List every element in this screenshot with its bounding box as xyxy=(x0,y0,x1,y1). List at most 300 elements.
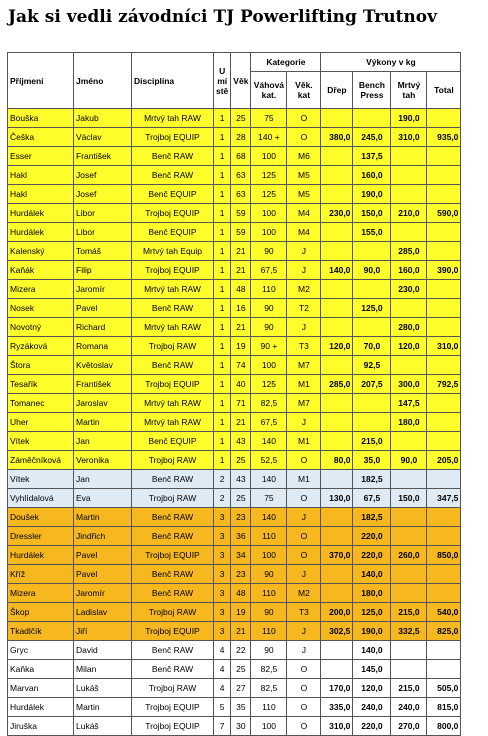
cell-vek: 59 xyxy=(231,204,251,223)
cell-drep xyxy=(321,166,353,185)
cell-disciplina: Trojboj RAW xyxy=(132,489,214,508)
header-misto xyxy=(214,53,231,109)
cell-vahova: 90 xyxy=(251,603,287,622)
cell-drep xyxy=(321,242,353,261)
cell-jmeno: Květoslav xyxy=(74,356,132,375)
cell-jmeno: Jindřich xyxy=(74,527,132,546)
table-row xyxy=(8,432,461,451)
cell-total: 390,0 xyxy=(427,261,461,280)
cell-disciplina: Benč EQUIP xyxy=(132,432,214,451)
cell-drep xyxy=(321,299,353,318)
cell-total xyxy=(427,318,461,337)
cell-vekkat: T3 xyxy=(287,603,321,622)
cell-bench xyxy=(353,109,391,128)
cell-misto: 1 xyxy=(214,299,231,318)
cell-prijmeni: Škop xyxy=(8,603,74,622)
cell-mrtvy xyxy=(391,660,427,679)
cell-vahova: 125 xyxy=(251,375,287,394)
header-vahova xyxy=(251,72,287,109)
cell-misto: 1 xyxy=(214,109,231,128)
cell-mrtvy: 190,0 xyxy=(391,109,427,128)
cell-vek: 21 xyxy=(231,318,251,337)
cell-vekkat: J xyxy=(287,261,321,280)
cell-jmeno: Martin xyxy=(74,698,132,717)
cell-misto: 3 xyxy=(214,622,231,641)
cell-vahova: 140 + xyxy=(251,128,287,147)
cell-vahova: 82,5 xyxy=(251,660,287,679)
cell-vek: 43 xyxy=(231,470,251,489)
cell-total xyxy=(427,584,461,603)
cell-vekkat: J xyxy=(287,413,321,432)
cell-jmeno: Václav xyxy=(74,128,132,147)
cell-prijmeni: Tkadlčík xyxy=(8,622,74,641)
cell-vekkat: J xyxy=(287,641,321,660)
table-row xyxy=(8,318,461,337)
cell-bench: 220,0 xyxy=(353,527,391,546)
cell-disciplina: Benč RAW xyxy=(132,660,214,679)
cell-total: 825,0 xyxy=(427,622,461,641)
cell-mrtvy: 160,0 xyxy=(391,261,427,280)
table-row xyxy=(8,166,461,185)
cell-drep xyxy=(321,641,353,660)
cell-bench: 190,0 xyxy=(353,622,391,641)
cell-jmeno: Ladislav xyxy=(74,603,132,622)
cell-vekkat: M7 xyxy=(287,394,321,413)
cell-vek: 25 xyxy=(231,660,251,679)
cell-bench: 182,5 xyxy=(353,508,391,527)
cell-vekkat: O xyxy=(287,451,321,470)
cell-total: 792,5 xyxy=(427,375,461,394)
cell-drep: 80,0 xyxy=(321,451,353,470)
cell-total xyxy=(427,299,461,318)
cell-vekkat: M2 xyxy=(287,280,321,299)
table-row xyxy=(8,356,461,375)
cell-mrtvy: 215,0 xyxy=(391,603,427,622)
cell-misto: 3 xyxy=(214,527,231,546)
cell-vek: 25 xyxy=(231,109,251,128)
header-kategorie: Kategorie xyxy=(251,53,321,72)
cell-misto: 1 xyxy=(214,128,231,147)
table-row xyxy=(8,261,461,280)
cell-prijmeni: Hurdálek xyxy=(8,546,74,565)
cell-misto: 1 xyxy=(214,413,231,432)
cell-disciplina: Benč RAW xyxy=(132,470,214,489)
cell-total: 310,0 xyxy=(427,337,461,356)
cell-vek: 21 xyxy=(231,242,251,261)
cell-vek: 25 xyxy=(231,489,251,508)
cell-vekkat: O xyxy=(287,717,321,736)
cell-vek: 27 xyxy=(231,679,251,698)
cell-prijmeni: Kalenský xyxy=(8,242,74,261)
cell-mrtvy xyxy=(391,166,427,185)
cell-prijmeni: Mizera xyxy=(8,584,74,603)
cell-jmeno: Milan xyxy=(74,660,132,679)
cell-vekkat: J xyxy=(287,622,321,641)
cell-bench xyxy=(353,318,391,337)
cell-prijmeni: Esser xyxy=(8,147,74,166)
cell-vek: 35 xyxy=(231,698,251,717)
cell-vek: 43 xyxy=(231,432,251,451)
cell-disciplina: Benč RAW xyxy=(132,147,214,166)
cell-vahova: 100 xyxy=(251,546,287,565)
header-disciplina: Disciplína xyxy=(132,53,214,109)
cell-vek: 71 xyxy=(231,394,251,413)
cell-total xyxy=(427,565,461,584)
cell-drep xyxy=(321,432,353,451)
cell-prijmeni: Novotný xyxy=(8,318,74,337)
cell-total: 590,0 xyxy=(427,204,461,223)
cell-vahova: 125 xyxy=(251,185,287,204)
results-table xyxy=(7,52,461,736)
cell-mrtvy xyxy=(391,147,427,166)
cell-vekkat: M1 xyxy=(287,432,321,451)
cell-drep xyxy=(321,470,353,489)
table-row xyxy=(8,109,461,128)
header-vekkat-text: Věk. kat xyxy=(295,80,313,100)
table-row xyxy=(8,337,461,356)
cell-misto: 1 xyxy=(214,375,231,394)
cell-total xyxy=(427,109,461,128)
cell-jmeno: Jaromír xyxy=(74,584,132,603)
cell-mrtvy: 215,0 xyxy=(391,679,427,698)
cell-mrtvy xyxy=(391,470,427,489)
cell-total xyxy=(427,223,461,242)
cell-vahova: 125 xyxy=(251,166,287,185)
cell-total: 540,0 xyxy=(427,603,461,622)
cell-drep xyxy=(321,413,353,432)
cell-disciplina: Trojboj EQUIP xyxy=(132,204,214,223)
table-row xyxy=(8,128,461,147)
header-vek: Věk xyxy=(231,53,251,109)
cell-vek: 59 xyxy=(231,223,251,242)
header-misto-text: U mí stě xyxy=(216,65,229,96)
cell-vahova: 67,5 xyxy=(251,413,287,432)
cell-vekkat: J xyxy=(287,508,321,527)
cell-prijmeni: Kaňka xyxy=(8,660,74,679)
cell-mrtvy xyxy=(391,641,427,660)
cell-disciplina: Mrtvý tah RAW xyxy=(132,394,214,413)
table-row xyxy=(8,622,461,641)
header-bench-text: Bench Press xyxy=(358,80,385,100)
cell-drep: 310,0 xyxy=(321,717,353,736)
cell-misto: 1 xyxy=(214,204,231,223)
cell-vek: 16 xyxy=(231,299,251,318)
cell-misto: 4 xyxy=(214,679,231,698)
cell-drep xyxy=(321,660,353,679)
cell-total: 347,5 xyxy=(427,489,461,508)
cell-drep xyxy=(321,318,353,337)
cell-vekkat: O xyxy=(287,660,321,679)
cell-prijmeni: Bouška xyxy=(8,109,74,128)
cell-vek: 28 xyxy=(231,128,251,147)
cell-misto: 1 xyxy=(214,356,231,375)
cell-drep: 335,0 xyxy=(321,698,353,717)
cell-mrtvy xyxy=(391,223,427,242)
cell-total xyxy=(427,432,461,451)
cell-misto: 3 xyxy=(214,546,231,565)
cell-total: 205,0 xyxy=(427,451,461,470)
cell-mrtvy xyxy=(391,185,427,204)
cell-prijmeni: Dressler xyxy=(8,527,74,546)
cell-disciplina: Trojboj EQUIP xyxy=(132,717,214,736)
cell-mrtvy: 120,0 xyxy=(391,337,427,356)
cell-bench: 190,0 xyxy=(353,185,391,204)
cell-total xyxy=(427,660,461,679)
cell-total xyxy=(427,641,461,660)
cell-prijmeni: Vítek xyxy=(8,432,74,451)
cell-vek: 40 xyxy=(231,375,251,394)
cell-vekkat: O xyxy=(287,679,321,698)
cell-bench: 240,0 xyxy=(353,698,391,717)
cell-misto: 3 xyxy=(214,603,231,622)
cell-bench: 140,0 xyxy=(353,565,391,584)
cell-misto: 3 xyxy=(214,584,231,603)
header-drep: Dřep xyxy=(321,72,353,109)
cell-disciplina: Trojboj RAW xyxy=(132,337,214,356)
cell-bench: 215,0 xyxy=(353,432,391,451)
cell-vekkat: M6 xyxy=(287,147,321,166)
cell-vekkat: O xyxy=(287,546,321,565)
table-row xyxy=(8,394,461,413)
cell-vahova: 110 xyxy=(251,527,287,546)
cell-vek: 68 xyxy=(231,147,251,166)
cell-jmeno: Jan xyxy=(74,470,132,489)
cell-vahova: 110 xyxy=(251,698,287,717)
cell-bench: 90,0 xyxy=(353,261,391,280)
cell-vahova: 52,5 xyxy=(251,451,287,470)
cell-disciplina: Trojboj RAW xyxy=(132,603,214,622)
cell-vek: 34 xyxy=(231,546,251,565)
cell-drep: 130,0 xyxy=(321,489,353,508)
cell-jmeno: Martin xyxy=(74,413,132,432)
cell-vahova: 90 + xyxy=(251,337,287,356)
header-vykony: Výkony v kg xyxy=(321,53,461,72)
cell-prijmeni: Hurdálek xyxy=(8,223,74,242)
cell-jmeno: Josef xyxy=(74,166,132,185)
cell-disciplina: Trojboj RAW xyxy=(132,451,214,470)
cell-jmeno: Veronika xyxy=(74,451,132,470)
cell-total: 815,0 xyxy=(427,698,461,717)
table-row xyxy=(8,185,461,204)
cell-vekkat: M7 xyxy=(287,356,321,375)
cell-misto: 1 xyxy=(214,432,231,451)
cell-jmeno: Romana xyxy=(74,337,132,356)
cell-drep: 380,0 xyxy=(321,128,353,147)
table-row xyxy=(8,679,461,698)
table-row xyxy=(8,223,461,242)
cell-bench: 35,0 xyxy=(353,451,391,470)
cell-total xyxy=(427,280,461,299)
cell-vek: 36 xyxy=(231,527,251,546)
cell-vek: 23 xyxy=(231,565,251,584)
header-vekkat xyxy=(287,72,321,109)
table-row xyxy=(8,451,461,470)
cell-vahova: 82,5 xyxy=(251,394,287,413)
cell-misto: 4 xyxy=(214,641,231,660)
cell-drep xyxy=(321,394,353,413)
cell-drep: 370,0 xyxy=(321,546,353,565)
cell-jmeno: Jakub xyxy=(74,109,132,128)
cell-disciplina: Benč EQUIP xyxy=(132,223,214,242)
header-jmeno: Jméno xyxy=(74,53,132,109)
table-row xyxy=(8,147,461,166)
cell-disciplina: Trojboj EQUIP xyxy=(132,261,214,280)
table-row xyxy=(8,299,461,318)
cell-total xyxy=(427,413,461,432)
cell-jmeno: Pavel xyxy=(74,565,132,584)
cell-vekkat: M1 xyxy=(287,470,321,489)
cell-mrtvy: 90,0 xyxy=(391,451,427,470)
cell-drep xyxy=(321,185,353,204)
cell-jmeno: David xyxy=(74,641,132,660)
cell-bench: 150,0 xyxy=(353,204,391,223)
page-title: Jak si vedli závodníci TJ Powerlifting Trutnov xyxy=(8,7,437,27)
cell-vahova: 100 xyxy=(251,204,287,223)
cell-vahova: 140 xyxy=(251,508,287,527)
cell-mrtvy: 270,0 xyxy=(391,717,427,736)
cell-mrtvy: 280,0 xyxy=(391,318,427,337)
cell-misto: 1 xyxy=(214,147,231,166)
cell-bench: 207,5 xyxy=(353,375,391,394)
cell-vekkat: O xyxy=(287,109,321,128)
cell-drep xyxy=(321,527,353,546)
cell-jmeno: Tomáš xyxy=(74,242,132,261)
cell-total xyxy=(427,242,461,261)
cell-jmeno: Josef xyxy=(74,185,132,204)
cell-vek: 21 xyxy=(231,413,251,432)
cell-vahova: 140 xyxy=(251,470,287,489)
cell-mrtvy xyxy=(391,356,427,375)
cell-vahova: 90 xyxy=(251,318,287,337)
cell-prijmeni: Hurdálek xyxy=(8,698,74,717)
cell-misto: 1 xyxy=(214,280,231,299)
table-row xyxy=(8,717,461,736)
cell-total xyxy=(427,508,461,527)
cell-vekkat: M2 xyxy=(287,584,321,603)
cell-vek: 22 xyxy=(231,641,251,660)
cell-jmeno: Jaromír xyxy=(74,280,132,299)
cell-prijmeni: Marvan xyxy=(8,679,74,698)
table-row xyxy=(8,489,461,508)
header-vahova-text: Váhová kat. xyxy=(253,80,285,100)
cell-total xyxy=(427,356,461,375)
cell-jmeno: Libor xyxy=(74,223,132,242)
cell-jmeno: Pavel xyxy=(74,299,132,318)
table-row xyxy=(8,527,461,546)
cell-bench xyxy=(353,394,391,413)
cell-drep: 170,0 xyxy=(321,679,353,698)
cell-bench: 120,0 xyxy=(353,679,391,698)
cell-bench: 220,0 xyxy=(353,546,391,565)
cell-vek: 74 xyxy=(231,356,251,375)
cell-total: 850,0 xyxy=(427,546,461,565)
cell-total: 505,0 xyxy=(427,679,461,698)
cell-vahova: 110 xyxy=(251,622,287,641)
cell-jmeno: Martin xyxy=(74,508,132,527)
cell-total xyxy=(427,470,461,489)
cell-drep: 140,0 xyxy=(321,261,353,280)
cell-bench xyxy=(353,413,391,432)
cell-mrtvy: 332,5 xyxy=(391,622,427,641)
cell-bench: 92,5 xyxy=(353,356,391,375)
results-body xyxy=(8,109,461,736)
cell-jmeno: František xyxy=(74,147,132,166)
cell-jmeno: Libor xyxy=(74,204,132,223)
cell-disciplina: Trojboj EQUIP xyxy=(132,698,214,717)
cell-vek: 21 xyxy=(231,622,251,641)
table-row xyxy=(8,698,461,717)
cell-vahova: 100 xyxy=(251,223,287,242)
cell-vahova: 90 xyxy=(251,641,287,660)
cell-vekkat: T2 xyxy=(287,299,321,318)
cell-disciplina: Benč RAW xyxy=(132,356,214,375)
cell-disciplina: Mrtvý tah Equip xyxy=(132,242,214,261)
cell-bench: 70,0 xyxy=(353,337,391,356)
table-row xyxy=(8,660,461,679)
cell-prijmeni: Záměčníková xyxy=(8,451,74,470)
cell-vek: 19 xyxy=(231,603,251,622)
cell-vekkat: M1 xyxy=(287,375,321,394)
cell-vekkat: J xyxy=(287,565,321,584)
cell-jmeno: Jiří xyxy=(74,622,132,641)
cell-vekkat: O xyxy=(287,489,321,508)
cell-disciplina: Trojboj EQUIP xyxy=(132,546,214,565)
cell-jmeno: Richard xyxy=(74,318,132,337)
table-row xyxy=(8,508,461,527)
cell-vekkat: M4 xyxy=(287,223,321,242)
cell-bench: 155,0 xyxy=(353,223,391,242)
cell-vek: 23 xyxy=(231,508,251,527)
cell-drep: 200,0 xyxy=(321,603,353,622)
cell-vekkat: M5 xyxy=(287,166,321,185)
cell-drep xyxy=(321,280,353,299)
cell-jmeno: František xyxy=(74,375,132,394)
cell-vek: 21 xyxy=(231,261,251,280)
cell-misto: 1 xyxy=(214,223,231,242)
cell-disciplina: Trojboj EQUIP xyxy=(132,128,214,147)
cell-jmeno: Pavel xyxy=(74,546,132,565)
cell-vahova: 90 xyxy=(251,242,287,261)
cell-vekkat: O xyxy=(287,698,321,717)
cell-mrtvy: 180,0 xyxy=(391,413,427,432)
cell-mrtvy: 230,0 xyxy=(391,280,427,299)
cell-vek: 48 xyxy=(231,584,251,603)
cell-vahova: 90 xyxy=(251,565,287,584)
cell-disciplina: Benč RAW xyxy=(132,299,214,318)
cell-disciplina: Benč RAW xyxy=(132,641,214,660)
cell-vek: 63 xyxy=(231,185,251,204)
cell-bench: 137,5 xyxy=(353,147,391,166)
cell-vekkat: M5 xyxy=(287,185,321,204)
cell-drep xyxy=(321,147,353,166)
cell-vahova: 67,5 xyxy=(251,261,287,280)
cell-mrtvy xyxy=(391,565,427,584)
cell-mrtvy: 310,0 xyxy=(391,128,427,147)
cell-vahova: 100 xyxy=(251,147,287,166)
cell-disciplina: Mrtvý tah RAW xyxy=(132,109,214,128)
cell-drep xyxy=(321,356,353,375)
cell-prijmeni: Jiruška xyxy=(8,717,74,736)
cell-misto: 3 xyxy=(214,508,231,527)
table-row xyxy=(8,280,461,299)
cell-disciplina: Benč RAW xyxy=(132,527,214,546)
cell-disciplina: Benč RAW xyxy=(132,584,214,603)
cell-misto: 1 xyxy=(214,261,231,280)
cell-disciplina: Mrtvý tah RAW xyxy=(132,318,214,337)
cell-misto: 2 xyxy=(214,470,231,489)
cell-mrtvy: 300,0 xyxy=(391,375,427,394)
table-row xyxy=(8,565,461,584)
